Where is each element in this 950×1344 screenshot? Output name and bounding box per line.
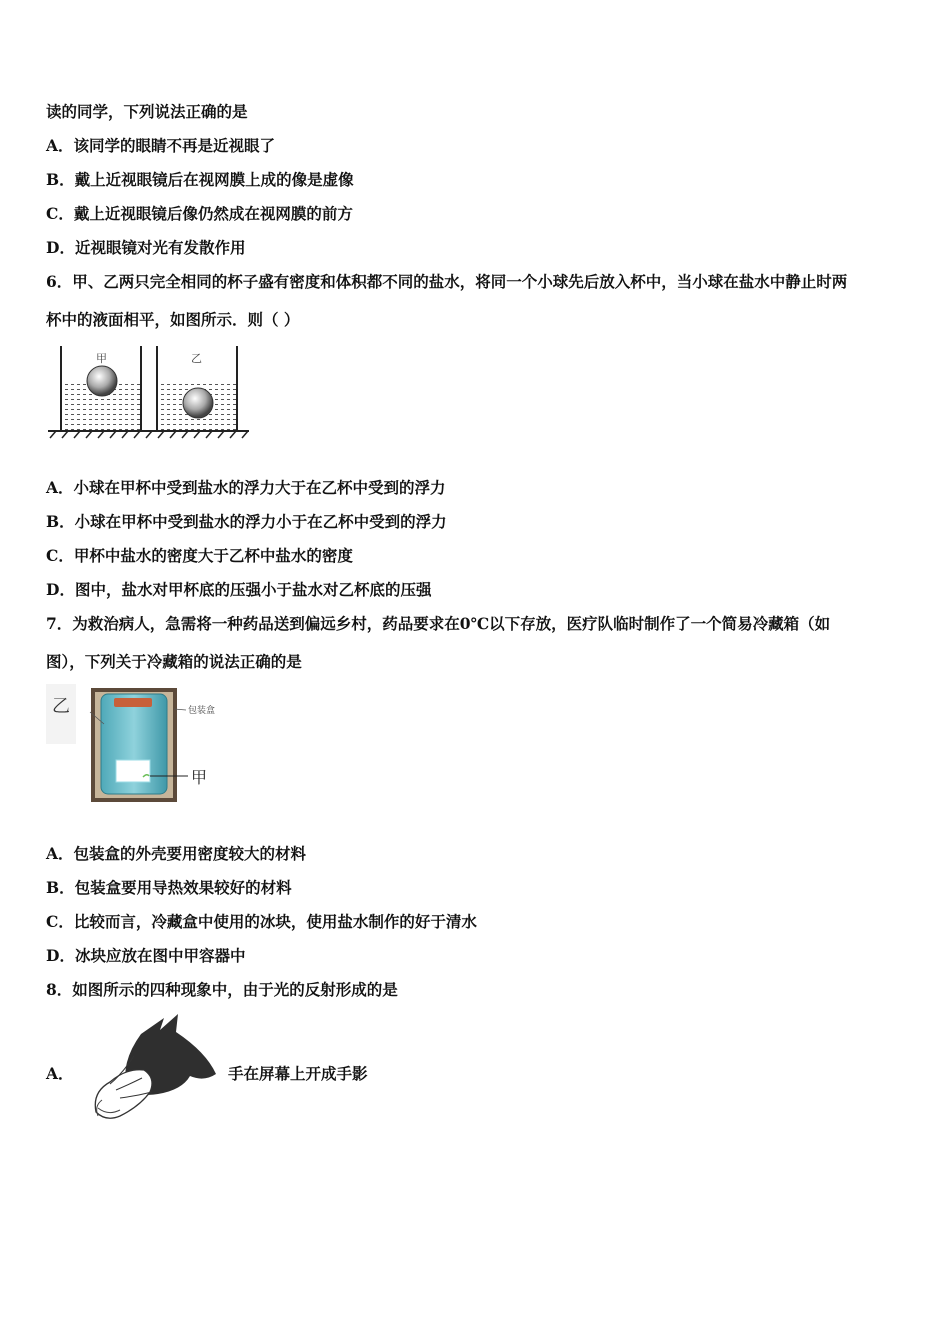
- cup-label-yi: 乙: [191, 352, 202, 365]
- label-yi: 乙: [52, 696, 70, 717]
- q5-option-c: C．戴上近视眼镜后像仍然成在视网膜的前方: [46, 204, 353, 223]
- q5-option-b: B．戴上近视眼镜后在视网膜上成的像是虚像: [46, 170, 354, 189]
- label-jia: 甲: [191, 768, 208, 787]
- q7-option-a: A．包装盒的外壳要用密度较大的材料: [46, 844, 307, 863]
- q5-stem-end: 读的同学，下列说法正确的是: [46, 102, 248, 121]
- ball-yi: [183, 388, 213, 418]
- q8-option-a-caption: 手在屏幕上开成手影: [228, 1064, 368, 1083]
- q6-stem-line2: 杯中的液面相平，如图所示．则（ ）: [46, 310, 300, 329]
- cup-yi: [157, 346, 237, 430]
- q7-option-b: B．包装盒要用导热效果较好的材料: [46, 878, 292, 897]
- hand-shadow-image: [86, 1012, 221, 1122]
- label-packing-box: 包装盒: [188, 706, 216, 716]
- q7-stem-line2: 图），下列关于冷藏箱的说法正确的是: [46, 652, 302, 671]
- q6-cups-figure: [46, 342, 251, 442]
- q6-option-a: A．小球在甲杯中受到盐水的浮力大于在乙杯中受到的浮力: [46, 478, 446, 497]
- q5-option-d: D．近视眼镜对光有发散作用: [46, 238, 246, 257]
- q6-option-d: D．图中，盐水对甲杯底的压强小于盐水对乙杯底的压强: [46, 580, 432, 599]
- ball-jia: [87, 366, 117, 396]
- container-lid: [114, 698, 152, 707]
- q7-option-c: C．比较而言，冷藏盒中使用的冰块，使用盐水制作的好于清水: [46, 912, 477, 931]
- q8-stem: 8．如图所示的四种现象中，由于光的反射形成的是: [46, 980, 398, 999]
- q7-stem-line1: 7．为救治病人，急需将一种药品送到偏远乡村，药品要求在0℃以下存放，医疗队临时制作了一个简易冷藏箱（如: [46, 614, 831, 633]
- q7-option-d: D．冰块应放在图中甲容器中: [46, 946, 246, 965]
- ground-hatching: [48, 431, 249, 438]
- q5-option-a: A．该同学的眼睛不再是近视眼了: [46, 136, 276, 155]
- q8-option-a-label: A．: [46, 1064, 74, 1083]
- cup-label-jia: 甲: [96, 352, 107, 365]
- q7-cooler-figure: [46, 684, 236, 809]
- cup-jia: [61, 346, 141, 430]
- q6-option-c: C．甲杯中盐水的密度大于乙杯中盐水的密度: [46, 546, 353, 565]
- container-jia: [116, 760, 150, 782]
- q6-option-b: B．小球在甲杯中受到盐水的浮力小于在乙杯中受到的浮力: [46, 512, 447, 531]
- q6-stem-line1: 6．甲、乙两只完全相同的杯子盛有密度和体积都不同的盐水，将同一个小球先后放入杯中，当小球在盐水中静止时两: [46, 272, 848, 291]
